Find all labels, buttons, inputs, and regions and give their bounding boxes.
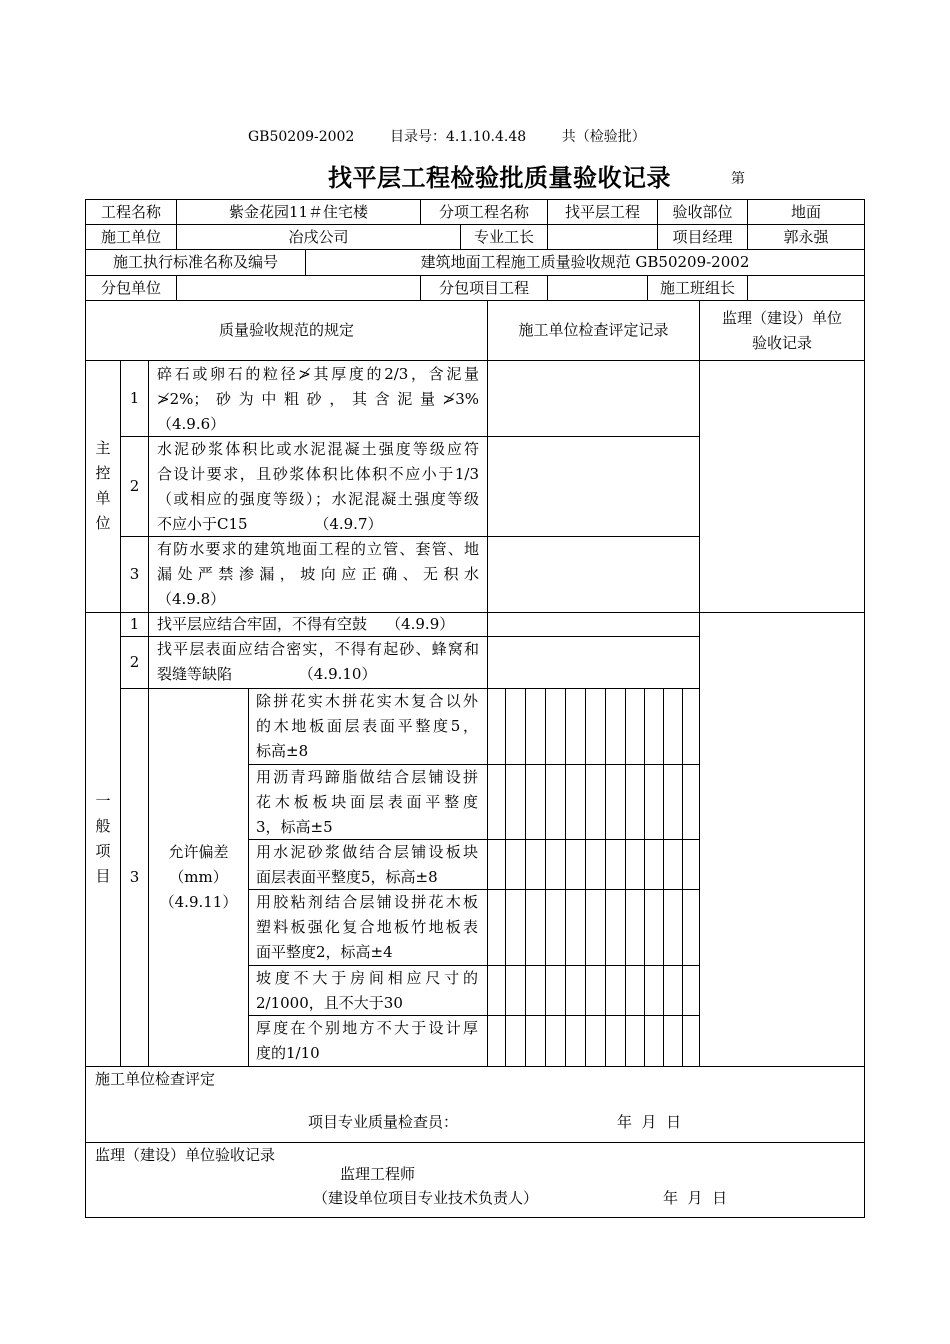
subitem-label: 分项工程名称 — [438, 203, 529, 221]
general-item-1-no: 1 — [129, 615, 140, 633]
spec-column-header: 质量验收规范的规定 — [218, 321, 354, 339]
construction-unit-label: 施工单位 — [100, 228, 161, 246]
tolerance-row-5: 坡度不大于房间相应尺寸的 2/1000，且不大于30 — [256, 969, 478, 1012]
subcontract-project-label: 分包项目工程 — [438, 279, 529, 297]
tolerance-label: 允许偏差 （mm） （4.9.11） — [159, 843, 238, 911]
standard-value[interactable]: 建筑地面工程施工质量验收规范 GB50209-2002 — [420, 253, 750, 271]
manager-label: 项目经理 — [672, 228, 733, 246]
general-item-2-text: 找平层表面应结合密实，不得有起砂、蜂窝和 裂缝等缺陷 （4.9.10） — [157, 640, 479, 683]
tolerance-row-4: 用胶粘剂结合层铺设拼花木板 塑料板强化复合地板竹地板表 面平整度2，标高±4 — [256, 893, 478, 961]
construction-record-header: 施工单位检查评定记录 — [518, 321, 669, 339]
tolerance-row-2: 用沥青玛蹄脂做结合层铺设拼 花木板板块面层表面平整度 3，标高±5 — [256, 768, 478, 836]
general-items-label: 一 般 项 目 — [95, 792, 111, 885]
standard-label: 施工执行标准名称及编号 — [112, 253, 278, 271]
tolerance-row-6: 厚度在个别地方不大于设计厚 度的1/10 — [256, 1019, 478, 1062]
project-name-label: 工程名称 — [100, 203, 161, 221]
main-item-3-text: 有防水要求的建筑地面工程的立管、套管、地 漏处严禁渗漏，坡向应正确、无积水 （4.9.8） — [157, 540, 479, 608]
main-item-2-text: 水泥砂浆体积比或水泥混凝土强度等级应符 合设计要求，且砂浆体积比体积不应小于1/3 （或相应的强度等级）；水泥混凝土强度等级 不应小于C15 （4.9.7） — [157, 440, 479, 533]
general-item-3-no: 3 — [129, 868, 140, 886]
acceptance-date[interactable]: 年 月 日 — [663, 1189, 728, 1207]
catalog-number: 目录号：4.1.10.4.48 — [389, 129, 527, 145]
general-item-2-no: 2 — [129, 653, 140, 671]
acceptance-part-value[interactable]: 地面 — [790, 203, 821, 221]
manager-value[interactable]: 郭永强 — [783, 228, 829, 246]
page-number-label: 第 — [731, 171, 745, 187]
supervision-record-header-line2: 验收记录 — [751, 334, 812, 352]
subitem-value[interactable]: 找平层工程 — [564, 203, 640, 221]
supervision-acceptance-label: 监理（建设）单位验收记录 — [95, 1146, 276, 1164]
main-item-2-no: 2 — [129, 477, 140, 495]
batch-total: 共（检验批） — [561, 129, 646, 145]
tolerance-row-3: 用水泥砂浆做结合层铺设板块 面层表面平整度5，标高±8 — [256, 843, 478, 886]
supervision-record-header-line1: 监理（建设）单位 — [721, 309, 842, 327]
inspector-signature-label: 项目专业质量检查员： — [308, 1113, 459, 1131]
inspection-date[interactable]: 年 月 日 — [617, 1113, 682, 1131]
project-name-value[interactable]: 紫金花园11＃住宅楼 — [228, 203, 369, 221]
standard-code: GB50209-2002 — [248, 129, 355, 145]
main-control-label: 主 控 单 位 — [95, 439, 111, 532]
general-item-1-text: 找平层应结合牢固，不得有空鼓 （4.9.9） — [157, 615, 455, 633]
main-item-3-no: 3 — [129, 565, 140, 583]
tolerance-row-1: 除拼花实木拼花实木复合以外 的木地板面层表面平整度5， 标高±8 — [256, 692, 478, 760]
acceptance-part-label: 验收部位 — [672, 203, 733, 221]
subcontractor-label: 分包单位 — [100, 279, 161, 297]
page-title: 找平层工程检验批质量验收记录 — [328, 163, 671, 192]
main-item-1-no: 1 — [129, 389, 140, 407]
supervising-engineer-label: 监理工程师 — [340, 1165, 416, 1183]
construction-eval-label: 施工单位检查评定 — [95, 1070, 216, 1088]
construction-unit-value[interactable]: 冶戌公司 — [288, 228, 349, 246]
foreman-label: 专业工长 — [473, 228, 534, 246]
owner-technical-lead-label: （建设单位项目专业技术负责人） — [313, 1189, 539, 1207]
team-leader-label: 施工班组长 — [659, 279, 735, 297]
main-item-1-text: 碎石或卵石的粒径≯其厚度的2/3，含泥量 ≯2%；砂为中粗砂，其含泥量≯3% （4.9.6） — [157, 365, 479, 433]
